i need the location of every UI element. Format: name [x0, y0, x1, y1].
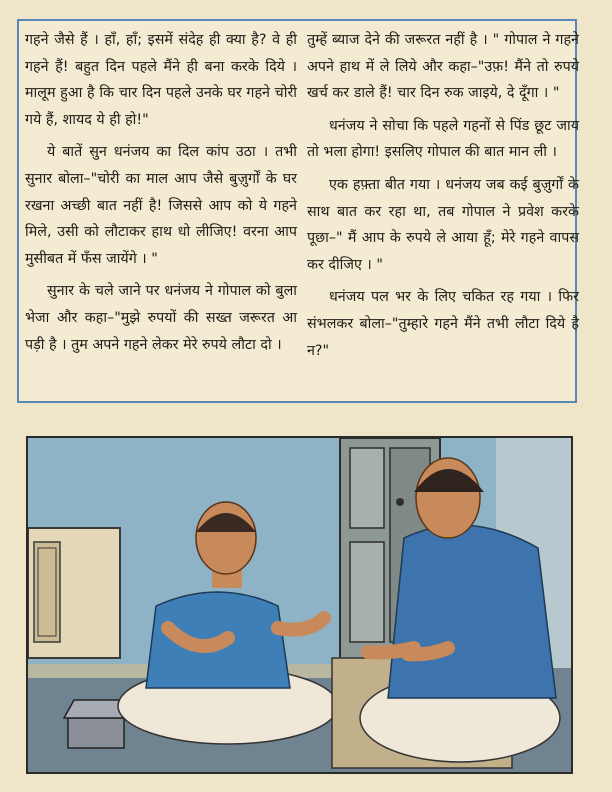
paragraph: धनंजय ने सोचा कि पहले गहनों से पिंड छूट जाय तो भला होगा! इसलिए गोपाल की बात मान ली । [307, 117, 579, 161]
paragraph: सुनार के चले जाने पर धनंजय ने गोपाल को बुला भेजा और कहा–"मुझे रुपयों की सख्त जरूरत आ पड़ी है । तुम अपने गहने लेकर मेरे रुपये लौटा दो । [25, 283, 297, 353]
paragraph: गहने जैसे हैं । हाँ, हाँ; इसमें संदेह ही क्या है? वे ही गहने हैं! बहुत दिन पहले मैंने ही बना करके दिये । मालूम हुआ है कि चार दिन पहले उनके घर गहने चोरी गये हैं, शायद ये ही हो!" [25, 32, 297, 128]
illustration-scene [28, 438, 571, 772]
cabinet [28, 528, 120, 658]
paragraph: धनंजय पल भर के लिए चकित रह गया । फिर संभलकर बोला–"तुम्हारे गहने मैंने तभी लौटा दिये है न?" [307, 289, 579, 359]
story-text-panel [17, 19, 577, 403]
right-text-column [307, 27, 579, 364]
story-illustration [26, 436, 573, 774]
left-text-column [25, 27, 297, 358]
paragraph: तुम्हें ब्याज देने की जरूरत नहीं है । " गोपाल ने गहने अपने हाथ में ले लिये और कहा–"उफ़! मैंने तो रुपये खर्च कर डाले हैं! चार दिन रुक जाइये, दे दूँगा । " [307, 32, 579, 102]
paragraph: एक हफ़्ता बीत गया । धनंजय जब कई बुज़ुर्गों के साथ बात कर रहा था, तब गोपाल ने प्रवेश करके पूछा–" मैं आप के रुपये ले आया हूँ; मेरे गहने वापस कर दीजिए । " [307, 176, 579, 273]
paragraph: ये बातें सुन धनंजय का दिल कांप उठा । तभी सुनार बोला–"चोरी का माल आप जैसे बुज़ुर्गों के घर रखना अच्छी बात नहीं है! जिससे आप को ये गहने मिले, उसी को लौटाकर हाथ धो लीजिए! वरना आप मुसीबत में फँस जायेंगे । " [25, 144, 297, 267]
